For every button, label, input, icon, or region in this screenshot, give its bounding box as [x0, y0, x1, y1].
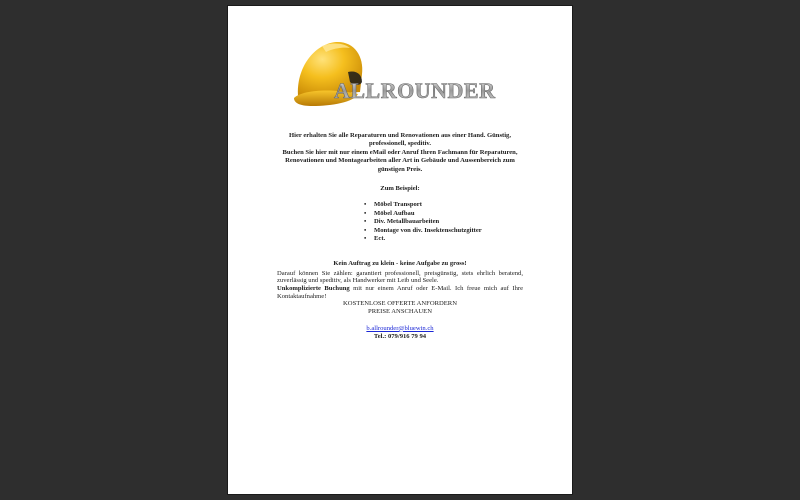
booking-emphasis: Unkomplizierte Buchung [277, 285, 350, 293]
examples-title: Zum Beispiel: [380, 185, 420, 193]
email-link[interactable]: b.allrounder@bluewin.ch [366, 324, 434, 332]
intro-section [272, 132, 528, 174]
phone-number: Tel.: 079/916 79 94 [373, 333, 427, 341]
document-page [228, 6, 572, 494]
prices-link[interactable]: PREISE ANSCHAUEN [368, 308, 432, 316]
body-paragraph-1: Darauf können Sie zählen: garantiert professionell, preisgünstig, stets ehrlich beratend, zuverlässig und speditiv, als Handwerker mit Leib und Seele. [277, 269, 523, 285]
document-content [228, 132, 572, 341]
intro-line-2: Buchen Sie hier mit nur einem eMail oder Anruf Ihren Fachmann für Reparaturen, Renovationen und Montagearbeiten aller Art in Gebäude und Aussenbereich zum günstigen Preis. [282, 148, 518, 173]
list-item: • Ect. [364, 235, 544, 243]
contact-section [228, 325, 572, 342]
slogan-heading: Kein Auftrag zu klein - keine Aufgabe zu gross! [333, 260, 467, 268]
examples-list [364, 201, 544, 243]
body-paragraph-2-text: mit nur einem Anruf oder E-Mail. Ich freue mich auf Ihre Kontaktaufnahme! [277, 285, 523, 300]
list-item: • Möbel Aufbau [364, 210, 544, 218]
allrounder-logo [292, 36, 502, 118]
body-text [277, 270, 523, 300]
hard-hat-icon [292, 36, 502, 118]
list-item: • Montage von div. Insektenschutzgitter [364, 227, 544, 235]
list-item: • Div. Metallbauarbeiten [364, 218, 544, 226]
offer-request-link[interactable]: KOSTENLOSE OFFERTE ANFORDERN [343, 300, 457, 308]
body-paragraph-2 [277, 285, 523, 300]
list-item: • Möbel Transport [364, 201, 544, 209]
logo-wordmark: ALLROUNDER [334, 78, 496, 103]
intro-line-1: Hier erhalten Sie alle Reparaturen und Renovationen aus einer Hand. Günstig, professionell, speditiv. [288, 132, 511, 148]
offer-section [228, 300, 572, 316]
